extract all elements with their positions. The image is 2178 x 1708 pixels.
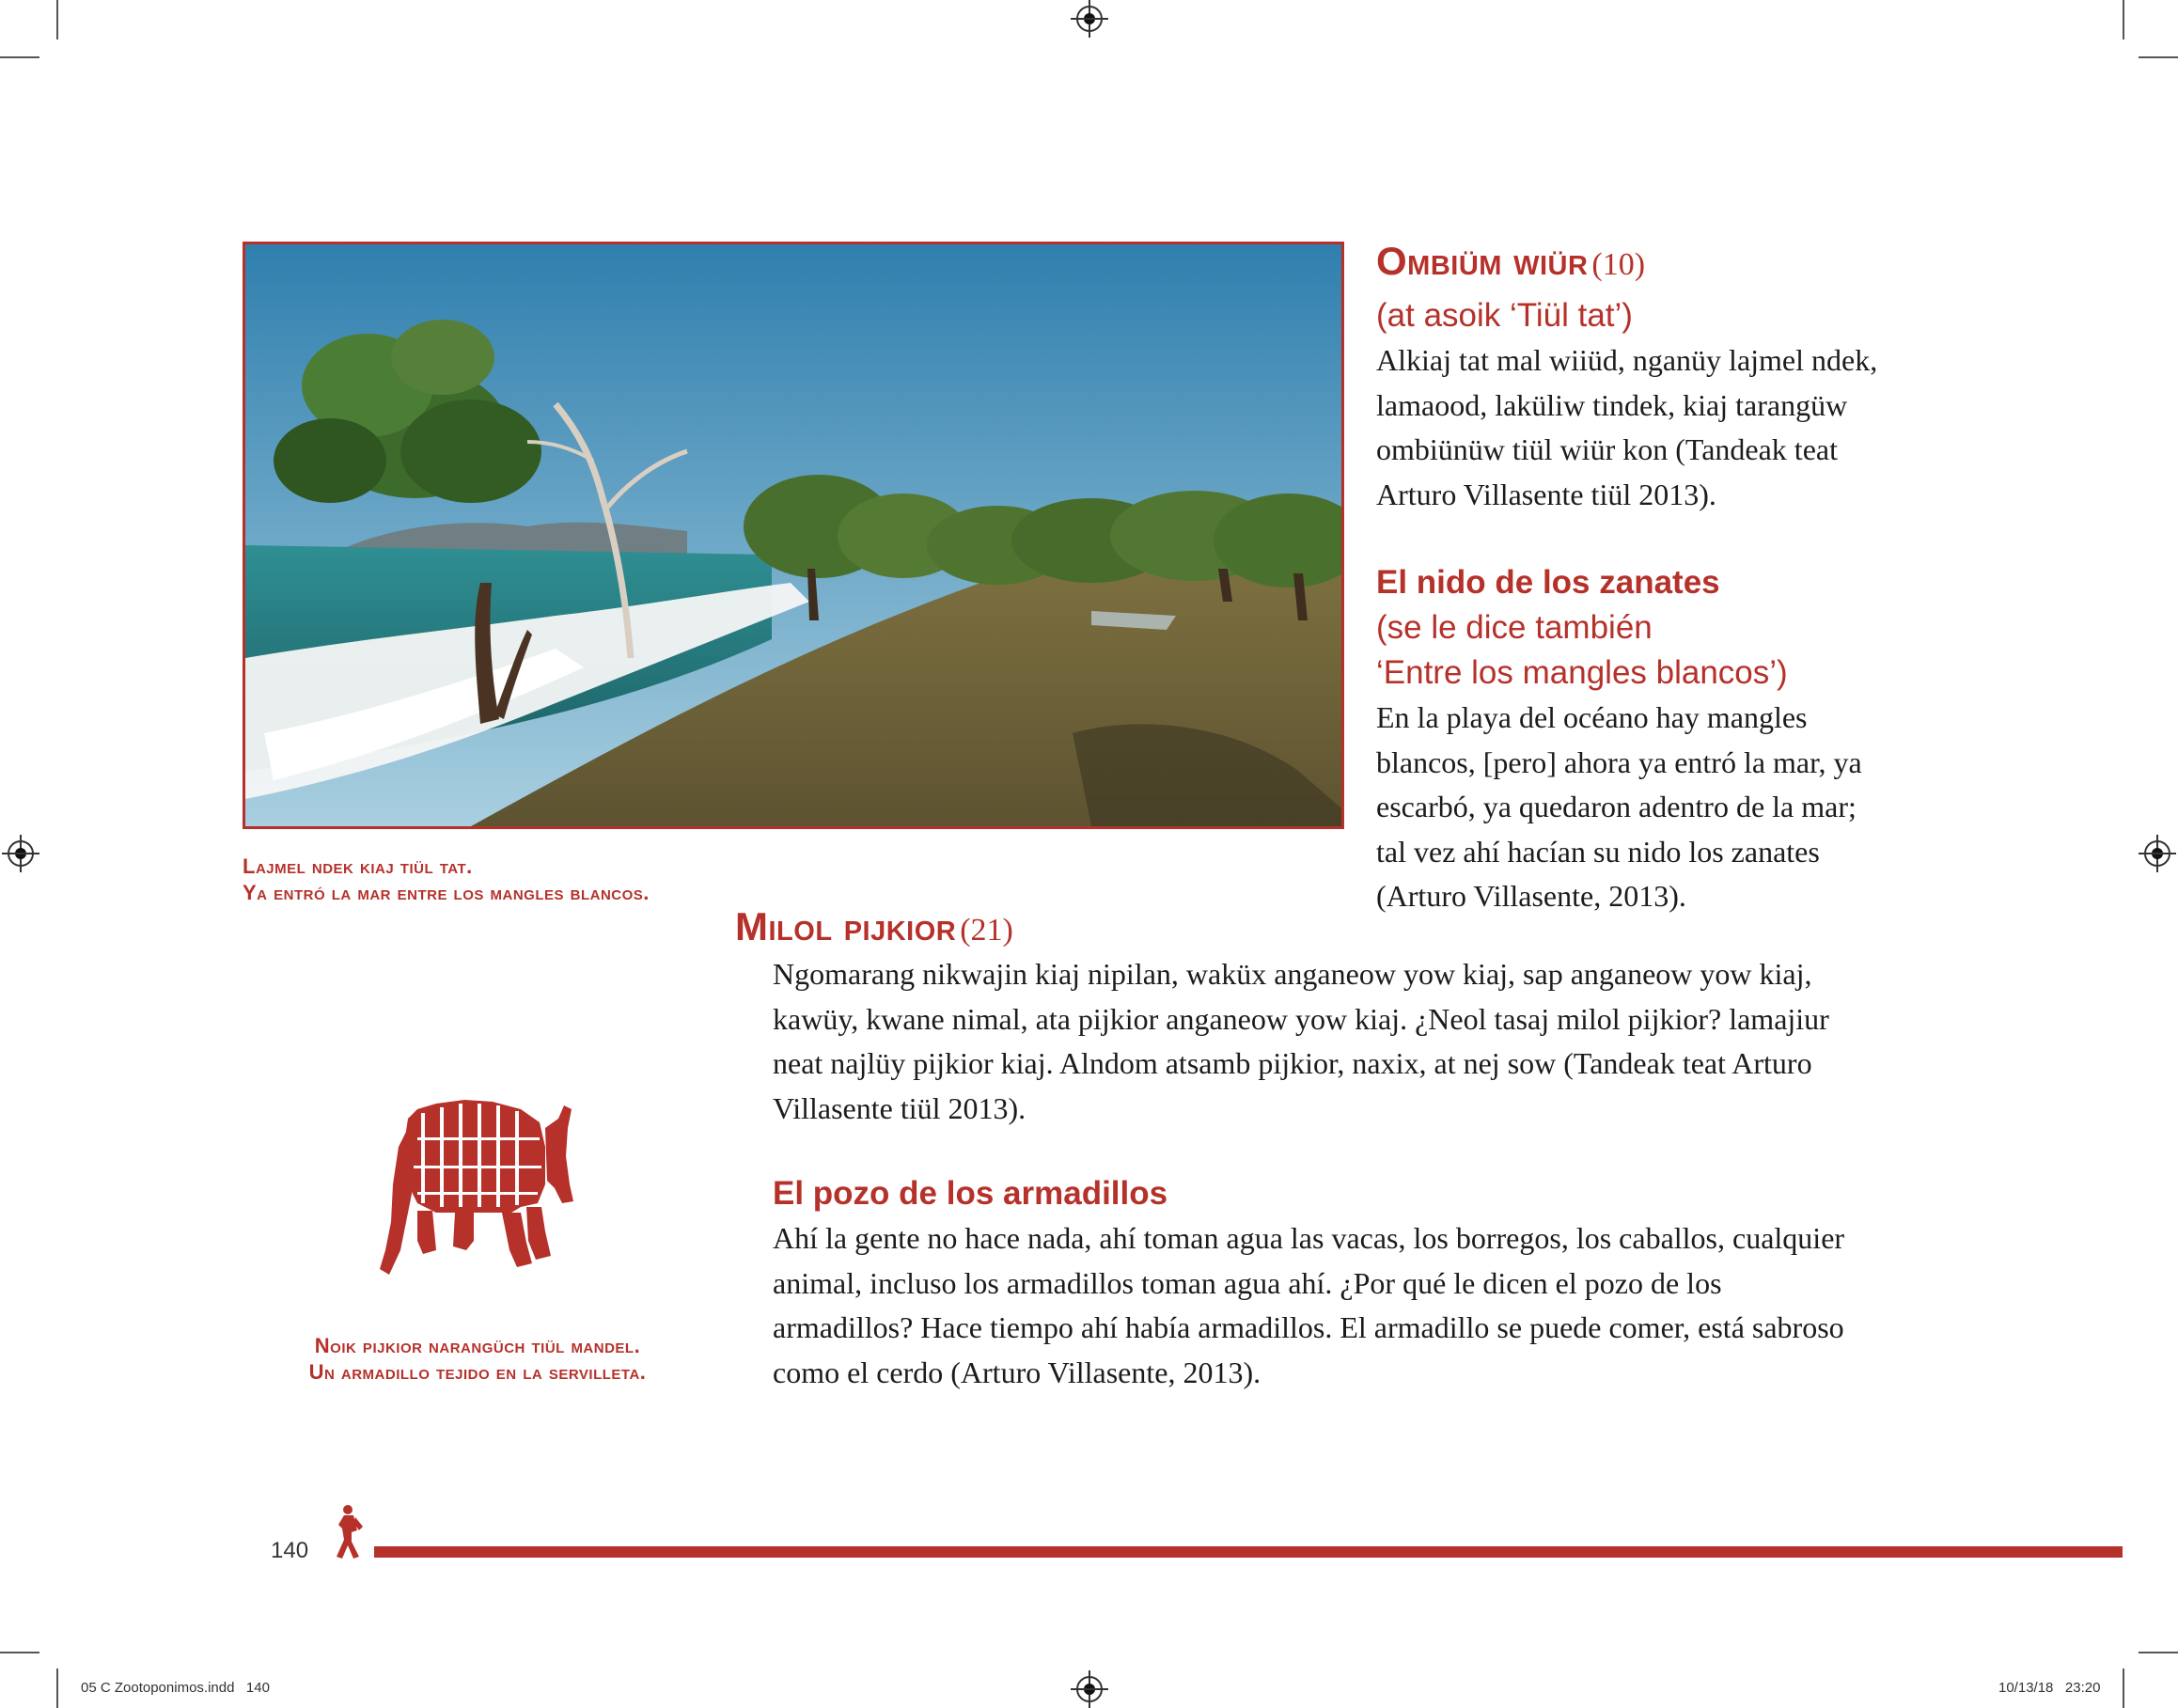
registration-mark-icon [2144,840,2170,867]
section-21-body [773,952,1995,1131]
page-number: 140 [271,1538,309,1563]
crop-mark [2139,1652,2178,1653]
body-line: Villasente tiül 2013). [773,1090,1026,1125]
body-line: Arturo Villasente tiül 2013). [1376,477,1716,511]
crop-mark [0,1652,39,1653]
body-line: kawüy, kwane nimal, ata pijkior anganeow yow kiaj. ¿Neol tasaj milol pijkior? lamajiur [773,1001,1829,1036]
registration-mark-icon [1076,6,1103,32]
body-line: neat najlüy pijkior kiaj. Alndom atsamb pijkior, naxix, at nej sow (Tandeak teat Arturo [773,1046,1812,1080]
registration-mark-icon [1076,1676,1103,1702]
date-slug: 10/13/18 23:20 [1998,1680,2101,1696]
photo-caption-line2: Ya entró la mar entre los mangles blancos. [243,881,650,904]
crop-mark [0,56,39,58]
section-21-translation-title: El pozo de los armadillos [773,1175,1168,1212]
photo-caption-line1: Lajmel ndek kiaj tiül tat. [243,854,473,878]
body-line: (Arturo Villasente, 2013). [1376,879,1686,913]
section-10-translation-body [1376,696,1940,919]
body-line: blancos, [pero] ahora ya entró la mar, ya [1376,744,1862,779]
photo-caption [243,854,901,906]
beach-mangrove-photo [243,242,1344,829]
crop-mark [2123,0,2124,39]
body-line: Ahí la gente no hace nada, ahí toman agua las vacas, los borregos, los caballos, cualquier [773,1221,1845,1255]
section-21-title: Milol pijkior [735,904,957,948]
section-21-translation-body [773,1216,1995,1395]
beach-photo-illustration [245,244,1341,826]
body-line: En la playa del océano hay mangles [1376,700,1808,734]
file-slug: 05 C Zootoponimos.indd 140 [81,1680,270,1696]
section-10-number: (10) [1591,247,1646,282]
armadillo-weaving-image [380,1090,577,1278]
section-10-body [1376,338,1940,517]
section-10-heading [1376,239,1940,293]
body-line: escarbó, ya quedaron adentro de la mar; [1376,790,1857,823]
body-line: ombiünüw tiül wiür kon (Tandeak teat [1376,432,1838,466]
section-10-translation-alt-2: ‘Entre los mangles blancos’) [1376,654,1788,691]
section-10-title: Ombiüm wiür [1376,239,1589,283]
body-line: tal vez ahí hacían su nido los zanates [1376,834,1820,869]
armadillo-pixel-icon [380,1090,577,1278]
registration-mark-icon [8,840,34,867]
section-10-translation-title: El nido de los zanates [1376,564,1720,601]
crop-mark [56,1669,58,1708]
armadillo-caption-line1: Noik pijkior narangüch tiül mandel. [314,1334,641,1357]
footer-rule [374,1546,2123,1558]
crop-mark [56,0,58,39]
section-21-number: (21) [960,913,1013,948]
body-line: como el cerdo (Arturo Villasente, 2013). [773,1355,1261,1389]
section-10-translation-alt-1: (se le dice también [1376,609,1653,646]
body-line: lamaood, laküliw tindek, kiaj tarangüw [1376,387,1848,422]
armadillo-caption-line2: Un armadillo tejido en la servilleta. [308,1360,647,1384]
section-21-heading [735,904,1013,959]
body-line: armadillos? Hace tiempo ahí había armadillos. El armadillo se puede comer, está sabroso [773,1310,1844,1344]
body-line: Ngomarang nikwajin kiaj nipilan, waküx anganeow yow kiaj, sap anganeow yow kiaj, [773,957,1812,991]
crop-mark [2139,56,2178,58]
body-line: Alkiaj tat mal wiiüd, nganüy lajmel ndek, [1376,343,1878,377]
section-10-alt-name: (at asoik ‘Tiül tat’) [1376,297,1633,334]
body-line: animal, incluso los armadillos toman agua ahí. ¿Por qué le dicen el pozo de los [773,1265,1722,1300]
armadillo-caption [243,1333,713,1386]
crop-mark [2123,1669,2124,1708]
figure-logo-icon [337,1504,365,1559]
section-10 [1376,239,1940,919]
